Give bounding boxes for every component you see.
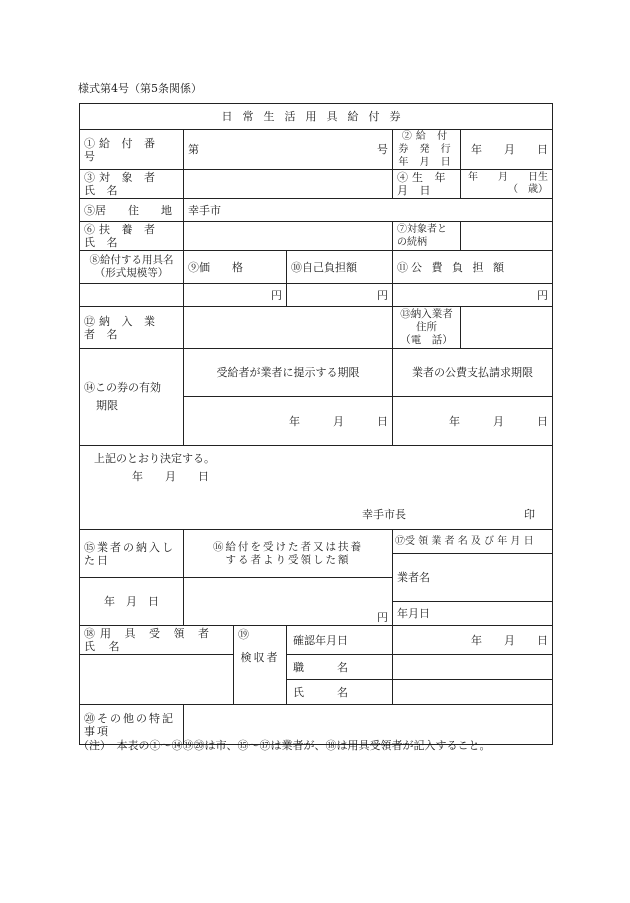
- present-deadline-field[interactable]: 年 月 日: [184, 397, 393, 446]
- inspector-name-label: 氏 名: [287, 680, 393, 705]
- billing-deadline-field[interactable]: 年 月 日: [393, 397, 553, 446]
- confirm-date-field[interactable]: 年 月 日: [393, 626, 553, 655]
- billing-deadline-label: 業者の公費支払請求期限: [393, 349, 553, 397]
- form-number: 様式第4号（第5条関係）: [78, 82, 202, 95]
- vendor-name-label: ⑫納 入 業 者 名: [80, 307, 184, 349]
- residence-label: ⑤居 住 地: [80, 199, 184, 222]
- issue-date-field[interactable]: 年 月 日: [461, 130, 553, 170]
- post-field[interactable]: [393, 655, 553, 680]
- inspector-name-field[interactable]: [393, 680, 553, 705]
- vendor-sign-field[interactable]: 業者名: [393, 554, 553, 602]
- relationship-label: ⑦対象者との続柄: [393, 222, 461, 251]
- seal-mark: 印: [524, 508, 535, 521]
- decision-text: 上記のとおり決定する。: [94, 452, 215, 465]
- decision-block: [80, 446, 553, 530]
- subject-name-label: ③対 象 者 氏 名: [80, 170, 184, 199]
- voucher-title: 日常生活用具給付券: [80, 104, 553, 130]
- vendor-address-field[interactable]: [461, 307, 553, 349]
- received-amount-field[interactable]: 円: [184, 578, 393, 626]
- self-pay-field[interactable]: 円: [287, 284, 393, 307]
- validity-label: ⑭この券の有効 期限: [80, 349, 184, 446]
- birth-date-field[interactable]: 年 月 日生 （ 歳）: [461, 170, 553, 199]
- grant-number-label: ①給 付 番 号: [80, 130, 184, 170]
- footnote: （注） 本表の①～⑭⑲⑳は市、⑮～⑰は業者が、⑱は用具受領者が記入すること。: [78, 739, 491, 752]
- inspector-label: ⑲ 検収者: [234, 626, 287, 705]
- vendor-ymd-field[interactable]: 年月日: [393, 602, 553, 626]
- receiving-vendor-label: ⑰受 領 業 者 名 及 び 年 月 日: [393, 530, 553, 554]
- price-label: ⑨価 格: [184, 251, 287, 284]
- residence-field[interactable]: 幸手市: [184, 199, 553, 222]
- equipment-name-label: ⑧給付する用具名 （形式規模等）: [80, 251, 184, 284]
- grant-number-field[interactable]: [184, 130, 393, 170]
- remarks-label: ⑳その他の特記 事項: [80, 705, 184, 745]
- received-amount-label: ⑯給付を受けた者又は扶養 する者より受領した額: [184, 530, 393, 578]
- decision-date[interactable]: 年 月 日: [132, 470, 209, 483]
- relationship-field[interactable]: [461, 222, 553, 251]
- equipment-name-field[interactable]: [80, 284, 184, 307]
- mayor-label: 幸手市長: [362, 508, 406, 521]
- present-deadline-label: 受給者が業者に提示する期限: [184, 349, 393, 397]
- public-pay-field[interactable]: 円: [393, 284, 553, 307]
- self-pay-label: ⑩自己負担額: [287, 251, 393, 284]
- vendor-address-label: ⑬納入業者住所 （電 話）: [393, 307, 461, 349]
- recipient-name-field[interactable]: [80, 655, 234, 705]
- post-label: 職 名: [287, 655, 393, 680]
- voucher-table: [79, 103, 553, 745]
- guardian-name-label: ⑥扶 養 者 氏 名: [80, 222, 184, 251]
- guardian-name-field[interactable]: [184, 222, 393, 251]
- birth-date-label: ④生 年 月 日: [393, 170, 461, 199]
- price-field[interactable]: 円: [184, 284, 287, 307]
- subject-name-field[interactable]: [184, 170, 393, 199]
- delivery-date-field[interactable]: 年 月 日: [80, 578, 184, 626]
- issue-date-label: ②給 付 券 発 行 年 月 日: [393, 130, 461, 170]
- confirm-date-label: 確認年月日: [287, 626, 393, 655]
- recipient-name-label: ⑱用 具 受 領 者 氏 名: [80, 626, 234, 655]
- grant-number-prefix: 第: [188, 143, 199, 156]
- public-pay-label: ⑪公 費 負 担 額: [393, 251, 553, 284]
- delivery-date-label: ⑮業者の納入し た日: [80, 530, 184, 578]
- vendor-name-field[interactable]: [184, 307, 393, 349]
- grant-number-suffix: 号: [377, 143, 388, 156]
